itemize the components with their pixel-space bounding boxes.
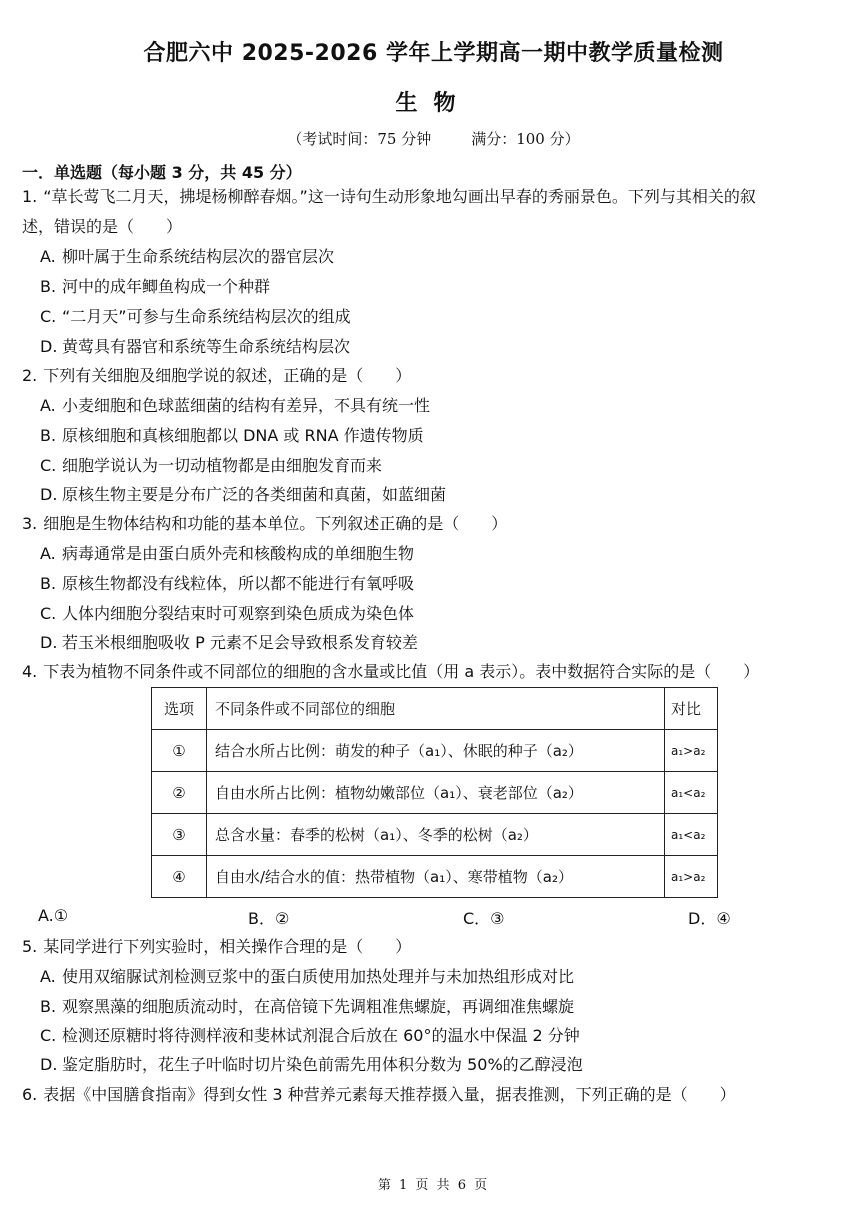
table-cell: 结合水所占比例：萌发的种子（a₁）、休眠的种子（a₂） — [207, 730, 665, 772]
answer-option-c: C．③ — [463, 909, 505, 928]
option-text: 小麦细胞和色球蓝细菌的结构有差异，不具有统一性 — [62, 396, 431, 415]
option-text: 鉴定脂肪时，花生子叶临时切片染色前需先用体积分数为 50%的乙醇浸泡 — [62, 1055, 583, 1074]
question-1-stem — [22, 186, 852, 208]
table-row — [152, 856, 718, 898]
subject-heading: 生物 — [395, 91, 472, 116]
question-1-option-d — [40, 336, 867, 358]
table-cell: ④ — [152, 856, 207, 898]
option-text: 检测还原糖时将待测样液和斐林试剂混合后放在 60°的温水中保温 2 分钟 — [62, 1026, 580, 1045]
question-1-option-b — [40, 276, 867, 298]
question-number: 3. — [22, 514, 38, 533]
option-label: C. — [40, 456, 57, 475]
question-5-stem — [22, 936, 852, 958]
option-text: 原核细胞和真核细胞都以 DNA 或 RNA 作遗传物质 — [62, 426, 424, 445]
question-1-option-c — [40, 306, 867, 328]
option-label: D. — [40, 633, 58, 652]
table-cell: a₁>a₂ — [665, 856, 718, 898]
table-cell: ② — [152, 772, 207, 814]
question-4-stem — [22, 661, 852, 683]
exam-info — [0, 128, 867, 149]
question-1-option-a — [40, 246, 867, 268]
question-number: 1. — [22, 187, 38, 206]
option-label: B. — [40, 426, 57, 445]
table-header: 对比 — [665, 688, 718, 730]
option-text: 病毒通常是由蛋白质外壳和核酸构成的单细胞生物 — [62, 544, 415, 563]
question-text: 某同学进行下列实验时，相关操作合理的是（ ） — [43, 937, 412, 956]
table-cell: ① — [152, 730, 207, 772]
question-2-option-b — [40, 425, 867, 447]
table-cell: ③ — [152, 814, 207, 856]
exam-time: （考试时间：75 分钟 — [287, 130, 432, 148]
option-label: B. — [40, 277, 57, 296]
option-text: 细胞学说认为一切动植物都是由细胞发育而来 — [62, 456, 383, 475]
option-label: A. — [40, 544, 56, 563]
option-label: A. — [40, 967, 56, 986]
table-cell: 自由水所占比例：植物幼嫩部位（a₁）、衰老部位（a₂） — [207, 772, 665, 814]
section-heading: 一．单选题（每小题 3 分，共 45 分） — [22, 163, 302, 182]
table-row — [152, 814, 718, 856]
option-label: C. — [40, 604, 57, 623]
question-3-option-a — [40, 543, 867, 565]
option-text: 黄莺具有器官和系统等生命系统结构层次 — [62, 337, 351, 356]
question-1-stem-cont: 述，错误的是（ ） — [22, 217, 183, 236]
option-text: 柳叶属于生命系统结构层次的器官层次 — [62, 247, 335, 266]
question-number: 5. — [22, 937, 38, 956]
question-3-option-d — [40, 632, 867, 654]
question-text: “草长莺飞二月天，拂堤杨柳醉春烟。”这一诗句生动形象地勾画出早春的秀丽景色。下列与其相关的叙 — [43, 187, 756, 206]
table-header: 选项 — [152, 688, 207, 730]
question-number: 6. — [22, 1085, 38, 1104]
option-text: 使用双缩脲试剂检测豆浆中的蛋白质使用加热处理并与未加热组形成对比 — [62, 967, 575, 986]
option-text: 观察黑藻的细胞质流动时，在高倍镜下先调粗准焦螺旋，再调细准焦螺旋 — [62, 997, 575, 1016]
table-row — [152, 730, 718, 772]
option-label: A. — [40, 396, 56, 415]
option-text: 若玉米根细胞吸收 P 元素不足会导致根系发育较差 — [62, 633, 418, 652]
question-text: 下列有关细胞及细胞学说的叙述，正确的是（ ） — [43, 366, 412, 385]
table-cell: 自由水/结合水的值：热带植物（a₁）、寒带植物（a₂） — [207, 856, 665, 898]
table-header: 不同条件或不同部位的细胞 — [207, 688, 665, 730]
question-3-stem — [22, 513, 852, 535]
question-number: 2. — [22, 366, 38, 385]
table-cell: 总含水量：春季的松树（a₁）、冬季的松树（a₂） — [207, 814, 665, 856]
option-label: B. — [40, 574, 57, 593]
exam-title: 合肥六中 2025-2026 学年上学期高一期中教学质量检测 — [143, 41, 724, 66]
table-cell: a₁>a₂ — [665, 730, 718, 772]
table-row — [152, 772, 718, 814]
question-number: 4. — [22, 662, 38, 681]
question-3-option-c — [40, 603, 867, 625]
water-content-table — [151, 687, 718, 898]
option-text: 河中的成年鲫鱼构成一个种群 — [62, 277, 271, 296]
option-label: C. — [40, 1026, 57, 1045]
question-text: 下表为植物不同条件或不同部位的细胞的含水量或比值（用 a 表示）。表中数据符合实际的是（ ） — [43, 662, 760, 681]
table-header-row — [152, 688, 718, 730]
question-2-option-a — [40, 395, 867, 417]
option-label: D. — [40, 1055, 58, 1074]
full-score: 满分：100 分） — [471, 130, 580, 148]
answer-option-d: D．④ — [688, 909, 731, 928]
option-text: “二月天”可参与生命系统结构层次的组成 — [62, 307, 351, 326]
option-text: 原核生物主要是分布广泛的各类细菌和真菌，如蓝细菌 — [62, 485, 447, 504]
question-6-stem — [22, 1084, 852, 1106]
question-3-option-b — [40, 573, 867, 595]
question-2-stem — [22, 365, 852, 387]
question-5-option-a — [40, 966, 867, 988]
question-2-option-d — [40, 484, 867, 506]
question-text: 表据《中国膳食指南》得到女性 3 种营养元素每天推荐摄入量，据表推测，下列正确的是（ ） — [43, 1085, 736, 1104]
option-label: D. — [40, 337, 58, 356]
question-5-option-d — [40, 1054, 867, 1076]
option-label: B. — [40, 997, 57, 1016]
question-5-option-b — [40, 996, 867, 1018]
answer-option-a: A.① — [38, 906, 69, 925]
question-5-option-c — [40, 1025, 867, 1047]
question-text: 细胞是生物体结构和功能的基本单位。下列叙述正确的是（ ） — [43, 514, 508, 533]
table-cell: a₁<a₂ — [665, 814, 718, 856]
answer-option-b: B．② — [248, 909, 290, 928]
option-label: D. — [40, 485, 58, 504]
option-text: 原核生物都没有线粒体，所以都不能进行有氧呼吸 — [62, 574, 415, 593]
option-text: 人体内细胞分裂结束时可观察到染色质成为染色体 — [62, 604, 415, 623]
page-footer: 第 1 页 共 6 页 — [377, 1178, 490, 1193]
option-label: C. — [40, 307, 57, 326]
table-cell: a₁<a₂ — [665, 772, 718, 814]
question-2-option-c — [40, 455, 867, 477]
option-label: A. — [40, 247, 56, 266]
